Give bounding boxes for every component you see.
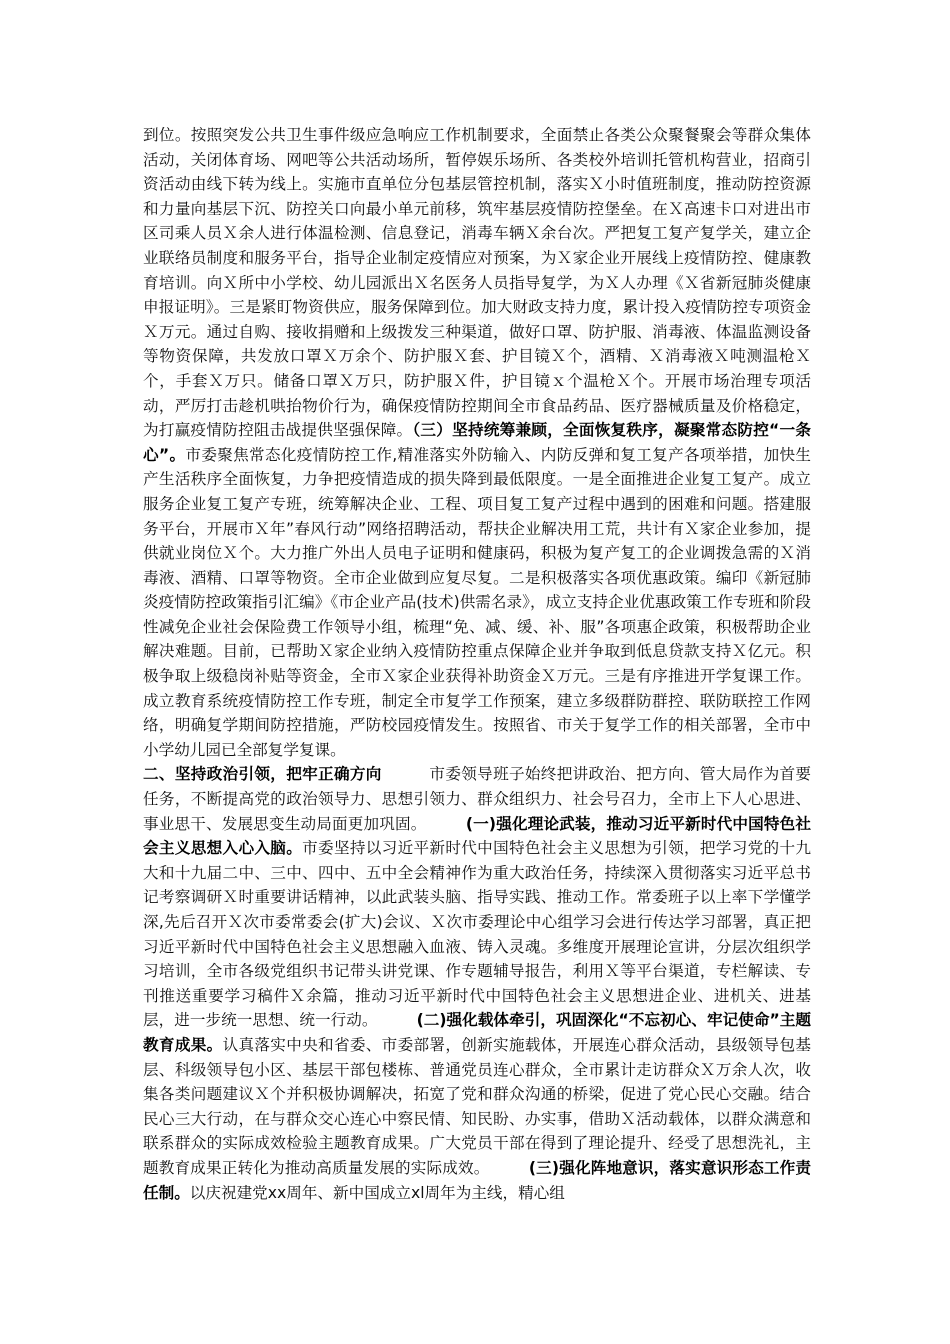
- section-heading: (三)强化阵地意识，落实意识形态工作责任制。: [143, 1158, 811, 1202]
- body-paragraph: [143, 123, 811, 762]
- text-segment: 市委坚持以习近平新时代中国特色社会主义思想为引领，把学习党的十九大和十九届二中、三中、四中、五中全会精神作为重大政治任务，持续深入贯彻落实习近平总书记考察调研Ｘ时重要讲话精神，以此武装头脑、指导实践、推动工作。常委班子以上率下学懂学深,先后召开Ｘ次市委常委会(扩大)会议、Ｘ次市委理论中心组学习会进行传达学习部署，真正把习近平新时代中国特色社会主义思想融入血液、铸入灵魂。多维度开展理论宣讲，分层次组织学习培训，全市各级党组织书记带头讲党课、作专题辅导报告，利用Ｘ等平台渠道，专栏解读、专刊推送重要学习稿件Ｘ余篇，推动习近平新时代中国特色社会主义思想进企业、进机关、进基层，进一步统一思想、统一行动。: [143, 839, 811, 1030]
- text-segment: 以庆祝建党xx周年、新中国成立xl周年为主线，精心组: [189, 1183, 565, 1202]
- section-heading: (二)强化载体牵引，巩固深化“不忘初心、牢记使命”主题教育成果。: [143, 1011, 811, 1054]
- section-heading: （三）坚持统筹兼顾，全面恢复秩序，凝聚常态防控“一条心”。: [143, 421, 811, 464]
- chapter-heading: 二、坚持政治引领，把牢正确方向: [143, 765, 382, 784]
- document-body: [143, 123, 811, 1205]
- text-segment: 认真落实中央和省委、市委部署，创新实施载体，开展连心群众活动，县级领导包基层、科级领导包小区、基层干部包楼栋、普通党员连心群众，全市累计走访群众Ｘ万余人次，收集各类问题建议Ｘ个并积极协调解决，拓宽了党和群众沟通的桥梁，促进了党心民心交融。结合民心三大行动，在与群众交心连心中察民情、知民盼、办实事，借助Ｘ活动载体，以群众满意和联系群众的实际成效检验主题教育成果。广大党员干部在得到了理论提升、经受了思想洗礼，主题教育成果正转化为推动高质量发展的实际成效。: [143, 1035, 811, 1177]
- section-heading: (一)强化理论武装，推动习近平新时代中国特色社会主义思想入心入脑。: [143, 814, 811, 858]
- text-segment: 市委领导班子始终把讲政治、把方向、管大局作为首要任务，不断提高党的政治领导力、思想引领力、群众组织力、社会号召力，全市上下人心思进、事业思干、发展思变生动局面更加巩固。: [143, 765, 811, 833]
- text-segment: 市委聚焦常态化疫情防控工作,精准落实外防输入、内防反弹和复工复产各项举措，加快生产生活秩序全面恢复，力争把疫情造成的损失降到最低限度。一是全面推进企业复工复产。成立服务企业复工复产专班，统筹解决企业、工程、项目复工复产过程中遇到的困难和问题。搭建服务平台，开展市Ｘ年”春风行动”网络招聘活动，帮扶企业解决用工荒，共计有Ｘ家企业参加，提供就业岗位Ｘ个。大力推广外出人员电子证明和健康码，积极为复产复工的企业调拨急需的Ｘ消毒液、酒精、口罩等物资。全市企业做到应复尽复。二是积极落实各项优惠政策。编印《新冠肺炎疫情防控政策指引汇编》《市企业产品(技术)供需名录》，成立支持企业优惠政策工作专班和阶段性减免企业社会保险费工作领导小组，梳理“免、减、缓、补、服”各项惠企政策，积极帮助企业解决难题。目前，已帮助Ｘ家企业纳入疫情防控重点保障企业并争取到低息贷款支持Ｘ亿元。积极争取上级稳岗补贴等资金，全市Ｘ家企业获得补助资金Ｘ万元。三是有序推进开学复课工作。成立教育系统疫情防控工作专班，制定全市复学工作预案，建立多级群防群控、联防联控工作网络，明确复学期间防控措施，严防校园疫情发生。按照省、市关于复学工作的相关部署，全市中小学幼儿园已全部复学复课。: [143, 445, 811, 759]
- body-paragraph: [143, 762, 811, 1205]
- text-segment: 到位。按照突发公共卫生事件级应急响应工作机制要求，全面禁止各类公众聚餐聚会等群众集体活动，关闭体育场、网吧等公共活动场所，暂停娱乐场所、各类校外培训托管机构营业，招商引资活动由线下转为线上。实施市直单位分包基层管控机制，落实Ｘ小时值班制度，推动防控资源和力量向基层下沉、防控关口向最小单元前移，筑牢基层疫情防控堡垒。在Ｘ高速卡口对进出市区司乘人员Ｘ余人进行体温检测、信息登记，消毒车辆Ｘ余台次。严把复工复产复学关，建立企业联络员制度和服务平台，指导企业制定疫情应对预案，为Ｘ家企业开展线上疫情防控、健康教育培训。向Ｘ所中小学校、幼儿园派出Ｘ名医务人员指导复学，为Ｘ人办理《Ｘ省新冠肺炎健康申报证明》。三是紧盯物资供应，服务保障到位。加大财政支持力度，累计投入疫情防控专项资金Ｘ万元。通过自购、接收捐赠和上级拨发三种渠道，做好口罩、防护服、消毒液、体温监测设备等物资保障，共发放口罩Ｘ万余个、防护服Ｘ套、护目镜Ｘ个，酒精、Ｘ消毒液Ｘ吨测温枪Ｘ个，手套Ｘ万只。储备口罩Ｘ万只，防护服Ｘ件，护目镜ｘ个温枪Ｘ个。开展市场治理专项活动，严厉打击趁机哄抬物价行为，确保疫情防控期间全市食品药品、医疗器械质量及价格稳定，为打赢疫情防控阻击战提供坚强保障。: [143, 126, 811, 440]
